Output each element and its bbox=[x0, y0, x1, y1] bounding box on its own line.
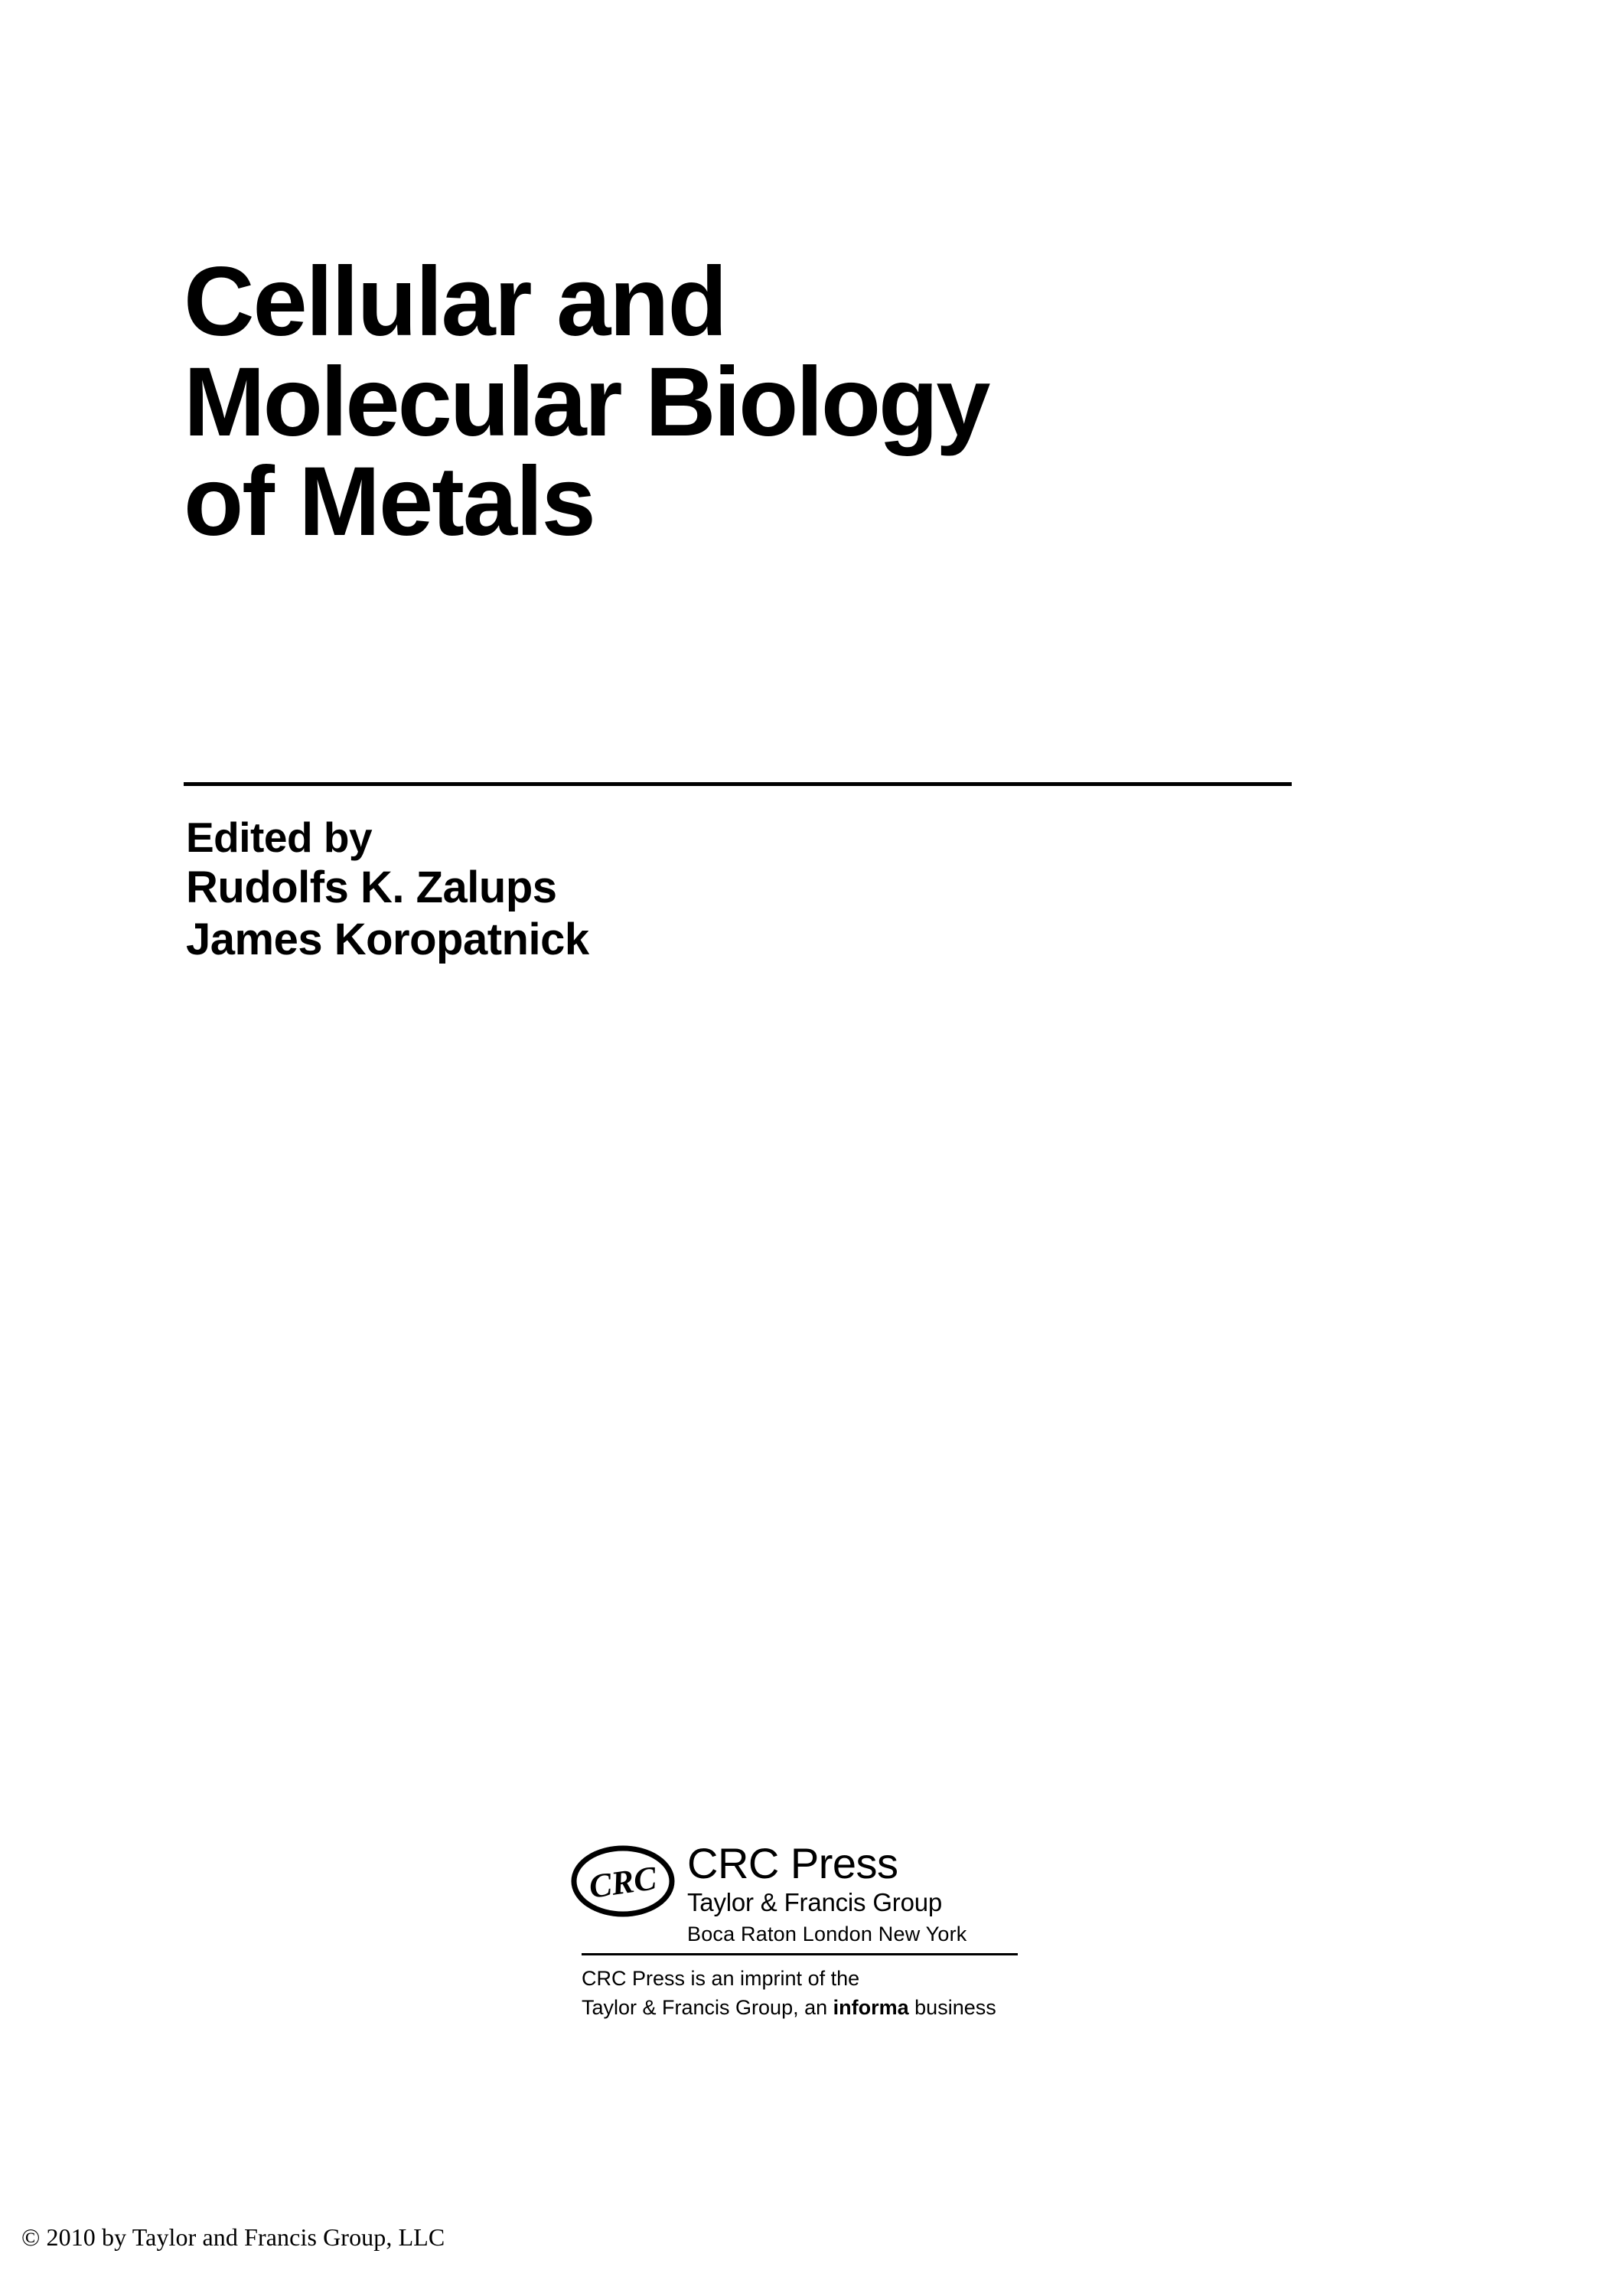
publisher-text bbox=[687, 1837, 966, 1948]
copyright-notice: © 2010 by Taylor and Francis Group, LLC bbox=[21, 2223, 445, 2251]
publisher-name: CRC Press bbox=[687, 1839, 898, 1887]
publisher-imprint bbox=[582, 1964, 1041, 2023]
title-line-2: Molecular Biology bbox=[184, 347, 989, 457]
title-line-3: of Metals bbox=[184, 447, 595, 557]
publisher-divider bbox=[582, 1953, 1018, 1955]
imprint-brand: informa bbox=[833, 1996, 909, 2020]
editor-name-2: James Koropatnick bbox=[186, 915, 589, 965]
editors-block bbox=[186, 813, 1257, 966]
publisher-cities: Boca Raton London New York bbox=[687, 1923, 967, 1946]
title-divider bbox=[184, 782, 1292, 786]
book-title bbox=[184, 247, 1301, 557]
imprint-suffix: business bbox=[908, 1996, 996, 2020]
svg-text:CRC: CRC bbox=[586, 1859, 659, 1906]
edited-by-label: Edited by bbox=[186, 814, 373, 861]
crc-logo-icon bbox=[566, 1840, 680, 1923]
imprint-line-1: CRC Press is an imprint of the bbox=[582, 1967, 860, 1990]
publisher-group: Taylor & Francis Group bbox=[687, 1888, 943, 1917]
imprint-prefix: Taylor & Francis Group, an bbox=[582, 1996, 833, 2020]
imprint-line-2 bbox=[582, 1993, 1041, 2022]
publisher-block bbox=[566, 1837, 1041, 2020]
editor-name-1: Rudolfs K. Zalups bbox=[186, 863, 557, 913]
publisher-logo-row bbox=[566, 1837, 1041, 1948]
title-line-1: Cellular and bbox=[184, 247, 726, 357]
